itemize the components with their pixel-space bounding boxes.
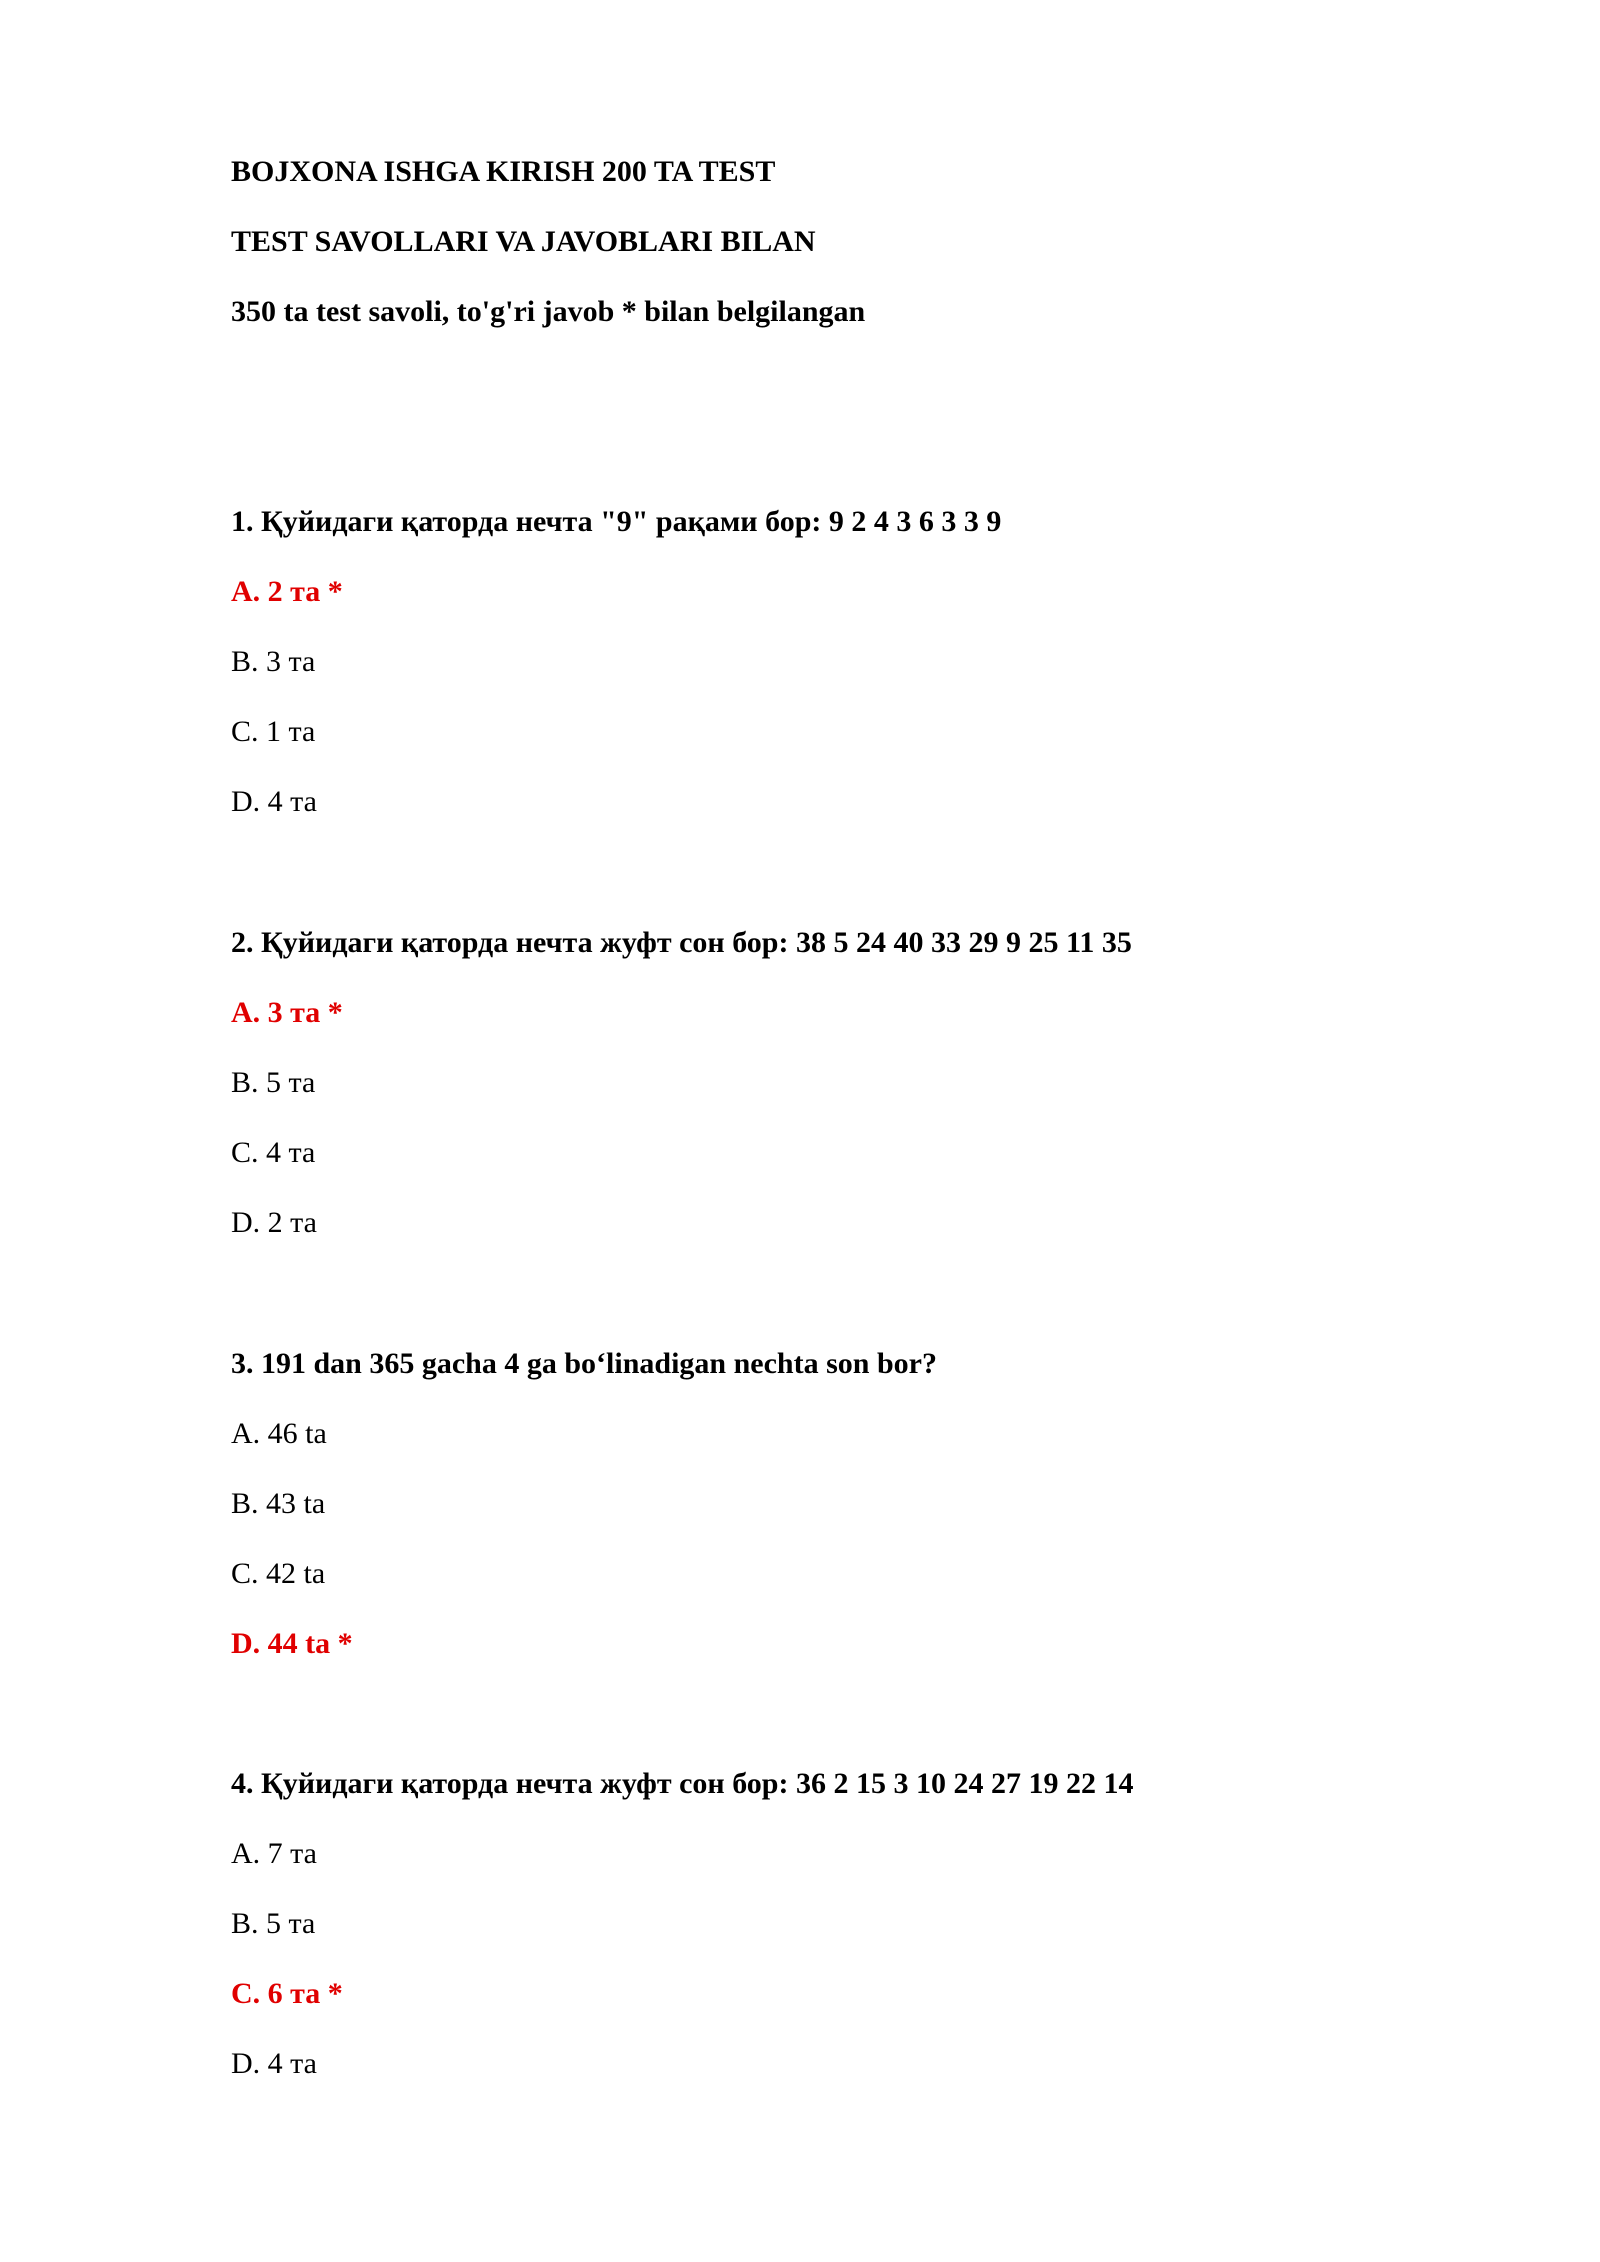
question-1-option-b: B. 3 та xyxy=(231,645,316,678)
question-4-option-d: D. 4 та xyxy=(231,2047,317,2080)
document-note: 350 ta test savoli, to'g'ri javob * bilan belgilangan xyxy=(231,295,866,328)
question-2-text: 2. Қуйидаги қаторда нечта жуфт сон бор: 38 5 24 40 33 29 9 25 11 35 xyxy=(231,926,1132,959)
question-1-option-d: D. 4 та xyxy=(231,785,317,818)
question-3-option-b: B. 43 ta xyxy=(231,1487,326,1520)
question-1-option-a: A. 2 та * xyxy=(231,575,343,608)
question-4-option-b: B. 5 та xyxy=(231,1907,316,1940)
question-2-option-a: A. 3 та * xyxy=(231,996,343,1029)
question-3-text: 3. 191 dan 365 gacha 4 ga bo‘linadigan nechta son bor? xyxy=(231,1347,937,1380)
question-2-option-d: D. 2 та xyxy=(231,1206,317,1239)
question-2-option-b: B. 5 та xyxy=(231,1066,316,1099)
question-1-option-c: C. 1 та xyxy=(231,715,316,748)
document-subtitle: TEST SAVOLLARI VA JAVOBLARI BILAN xyxy=(231,225,816,258)
question-4-text: 4. Қуйидаги қаторда нечта жуфт сон бор: 36 2 15 3 10 24 27 19 22 14 xyxy=(231,1767,1134,1800)
question-3-option-c: C. 42 ta xyxy=(231,1557,326,1590)
question-3-option-d: D. 44 ta * xyxy=(231,1627,353,1660)
question-4-option-c: C. 6 та * xyxy=(231,1977,343,2010)
question-3-option-a: A. 46 ta xyxy=(231,1417,327,1450)
question-1-text: 1. Қуйидаги қаторда нечта "9" рақами бор: 9 2 4 3 6 3 3 9 xyxy=(231,505,1002,538)
document-title: BOJXONA ISHGA KIRISH 200 TA TEST xyxy=(231,155,776,188)
question-2-option-c: C. 4 та xyxy=(231,1136,316,1169)
question-4-option-a: A. 7 та xyxy=(231,1837,317,1870)
